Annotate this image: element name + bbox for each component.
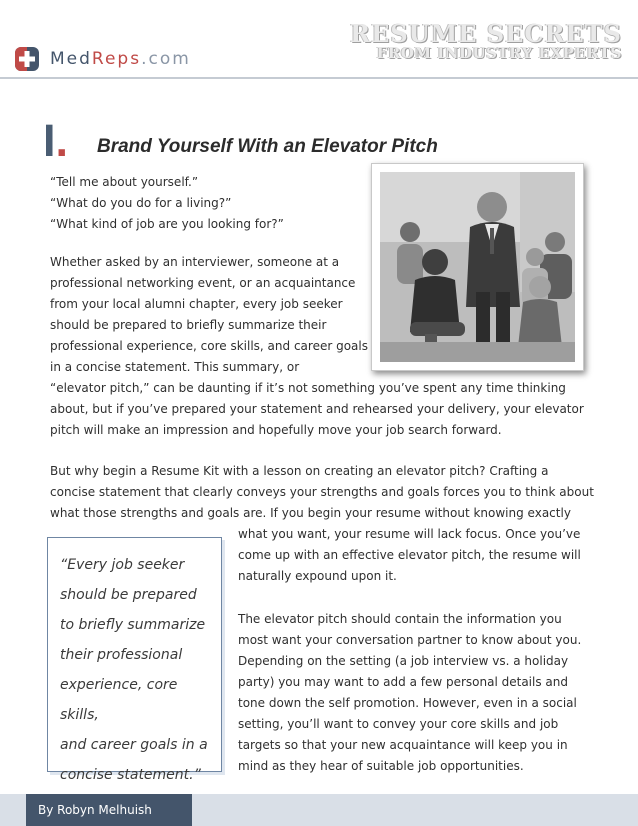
photo-illustration <box>380 172 575 362</box>
business-team-photo <box>371 163 584 371</box>
paragraph-line: But why begin a Resume Kit with a lesson on creating an elevator pitch? Crafting a <box>50 464 549 478</box>
paragraph-line: setting, you’ll want to convey your core skills and job <box>238 717 559 731</box>
paragraph-line: from your local alumni chapter, every job seeker <box>50 297 343 311</box>
paragraph-line: mind as they hear of suitable job opportunities. <box>238 759 524 773</box>
intro-question: “Tell me about yourself.” <box>50 175 199 189</box>
paragraph-line: pitch will make an impression and hopefully move your job search forward. <box>50 423 502 437</box>
medical-cross-icon <box>14 46 40 72</box>
header-title-line2: FROM INDUSTRY EXPERTS <box>376 44 622 63</box>
paragraph-line: in a concise statement. This summary, or <box>50 360 300 374</box>
header-divider <box>0 77 638 79</box>
section-number-value: I <box>43 115 56 166</box>
paragraph-line: professional experience, core skills, and career goals <box>50 339 368 353</box>
footer-author-box <box>26 794 192 826</box>
paragraph-line: come up with an effective elevator pitch, the resume will <box>238 548 581 562</box>
paragraph-line: The elevator pitch should contain the information you <box>238 612 562 626</box>
paragraph-line: naturally expound upon it. <box>238 569 397 583</box>
header-title <box>350 21 622 62</box>
section-title: Brand Yourself With an Elevator Pitch <box>97 136 438 157</box>
paragraph-line: should be prepared to briefly summarize their <box>50 318 327 332</box>
intro-question: “What do you do for a living?” <box>50 196 232 210</box>
section-number <box>43 115 69 166</box>
header-title-line1: RESUME SECRETS <box>350 19 622 48</box>
footer-author: By Robyn Melhuish <box>38 803 152 817</box>
paragraph-line: what those strengths and goals are. If you begin your resume without knowing exactly <box>50 506 571 520</box>
logo-brand-text: Med <box>50 49 92 69</box>
logo-accent-text: Reps <box>91 49 142 69</box>
paragraph-line: Whether asked by an interviewer, someone at a <box>50 255 340 269</box>
logo-tld-text: .com <box>141 49 191 69</box>
logo-wordmark <box>50 49 191 69</box>
paragraph-line: concise statement that clearly conveys your strengths and goals forces you to think about <box>50 485 594 499</box>
section-number-dot: . <box>55 115 69 166</box>
paragraph-line: Depending on the setting (a job interview vs. a holiday <box>238 654 569 668</box>
paragraph-line: professional networking event, or an acquaintance <box>50 276 356 290</box>
paragraph-line: party) you may want to add a few personal details and <box>238 675 568 689</box>
medreps-logo <box>14 44 191 74</box>
pull-quote-box <box>47 537 222 783</box>
paragraph-line: about, but if you’ve prepared your statement and rehearsed your delivery, your elevator <box>50 402 584 416</box>
pull-quote-text: “Every job seeker should be prepared to briefly summarize their professional experience, core skills, and career goals in a concise statement.” <box>60 557 208 783</box>
paragraph-line: “elevator pitch,” can be daunting if it’s not something you’ve spent any time thinking <box>50 381 566 395</box>
paragraph-line: targets so that your new acquaintance will keep you in <box>238 738 568 752</box>
paragraph-line: most want your conversation partner to know about you. <box>238 633 582 647</box>
paragraph-line: tone down the self promotion. However, even in a social <box>238 696 577 710</box>
paragraph-line: what you want, your resume will lack focus. Once you’ve <box>238 527 581 541</box>
intro-question: “What kind of job are you looking for?” <box>50 217 284 231</box>
